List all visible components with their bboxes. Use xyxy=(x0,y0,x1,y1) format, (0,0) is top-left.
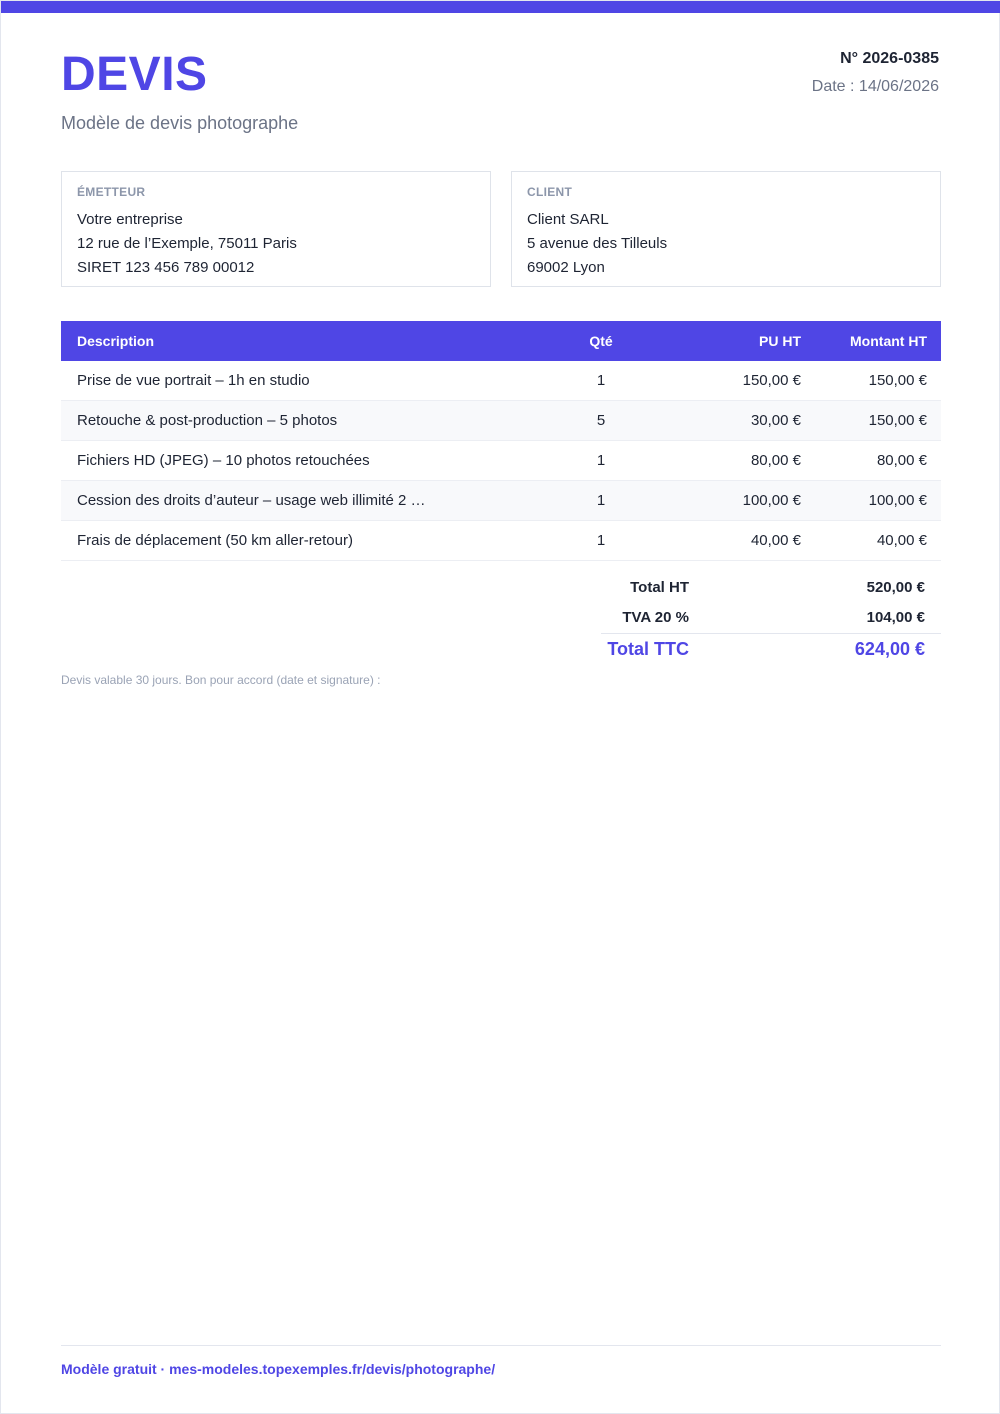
quote-number: N° 2026-0385 xyxy=(840,50,939,67)
item-amount: 100,00 € xyxy=(868,492,927,509)
total-ttc-label: Total TTC xyxy=(607,639,689,659)
item-qty: 1 xyxy=(596,532,606,549)
emitter-address: 12 rue de l’Exemple, 75011 Paris xyxy=(77,235,297,252)
item-unit-price: 30,00 € xyxy=(750,412,801,429)
item-qty: 1 xyxy=(596,492,606,509)
item-description: Frais de déplacement (50 km aller-retour) xyxy=(77,532,353,549)
item-description: Retouche & post-production – 5 photos xyxy=(77,412,338,429)
emitter-siret: SIRET 123 456 789 00012 xyxy=(77,259,255,276)
item-amount: 80,00 € xyxy=(876,452,927,469)
item-qty: 5 xyxy=(596,412,606,429)
client-city: 69002 Lyon xyxy=(527,259,605,276)
item-description: Fichiers HD (JPEG) – 10 photos retouchées xyxy=(77,452,370,469)
document-subtitle: Modèle de devis photographe xyxy=(61,113,299,133)
item-unit-price: 40,00 € xyxy=(750,532,801,549)
table-row xyxy=(61,441,941,481)
validity-note: Devis valable 30 jours. Bon pour accord (date et signature) : xyxy=(61,673,381,687)
footer-divider xyxy=(61,1345,941,1346)
total-ht-value: 520,00 € xyxy=(866,579,925,596)
header-amount: Montant HT xyxy=(850,333,927,349)
header-description: Description xyxy=(77,333,155,349)
item-description: Cession des droits d’auteur – usage web illimité 2 … xyxy=(77,492,426,509)
total-ttc-value: 624,00 € xyxy=(854,639,925,659)
tva-value: 104,00 € xyxy=(866,609,925,626)
total-ht-label: Total HT xyxy=(630,579,689,596)
table-row xyxy=(61,361,941,401)
table-row xyxy=(61,521,941,561)
client-street: 5 avenue des Tilleuls xyxy=(527,235,668,252)
client-company: Client SARL xyxy=(527,211,609,228)
document-title: DEVIS xyxy=(61,48,208,101)
item-description: Prise de vue portrait – 1h en studio xyxy=(77,372,310,389)
items-table xyxy=(61,321,941,561)
emitter-company: Votre entreprise xyxy=(77,211,183,228)
tva-label: TVA 20 % xyxy=(622,609,689,626)
item-amount: 150,00 € xyxy=(868,372,927,389)
item-unit-price: 100,00 € xyxy=(742,492,801,509)
table-header xyxy=(61,321,941,361)
table-row xyxy=(61,481,941,521)
item-unit-price: 150,00 € xyxy=(742,372,801,389)
client-box xyxy=(511,171,941,287)
client-label: CLIENT xyxy=(527,185,573,199)
item-unit-price: 80,00 € xyxy=(750,452,801,469)
top-accent-bar xyxy=(1,1,1000,13)
item-amount: 40,00 € xyxy=(876,532,927,549)
emitter-label: ÉMETTEUR xyxy=(77,185,146,199)
emitter-box xyxy=(61,171,491,287)
header-qty: Qté xyxy=(589,333,613,349)
footer-link[interactable]: Modèle gratuit · mes-modeles.topexemples.fr/devis/photographe/ xyxy=(61,1361,496,1377)
header-unit-price: PU HT xyxy=(759,333,801,349)
item-amount: 150,00 € xyxy=(868,412,927,429)
item-qty: 1 xyxy=(596,452,606,469)
quote-date: Date : 14/06/2026 xyxy=(811,78,939,95)
table-row xyxy=(61,401,941,441)
item-qty: 1 xyxy=(596,372,606,389)
totals-divider xyxy=(601,633,941,634)
